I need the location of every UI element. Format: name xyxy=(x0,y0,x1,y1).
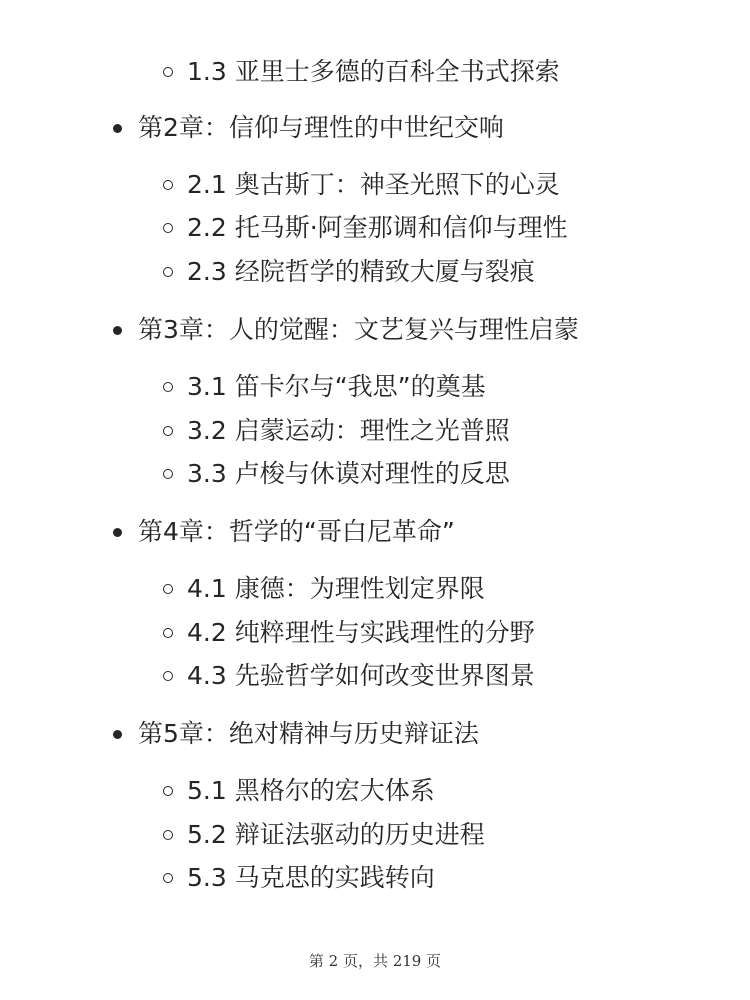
toc-section-3-3 xyxy=(163,458,510,490)
toc-entry-text: 5.2 辩证法驱动的历史进程 xyxy=(187,820,485,849)
toc-section-5-1 xyxy=(163,775,435,807)
solid-bullet-icon xyxy=(113,326,122,335)
hollow-bullet-icon xyxy=(163,223,173,233)
toc-section-2-1 xyxy=(163,169,560,201)
toc-entry-text: 1.3 亚里士多德的百科全书式探索 xyxy=(187,57,560,86)
hollow-bullet-icon xyxy=(163,180,173,190)
hollow-bullet-icon xyxy=(163,671,173,681)
hollow-bullet-icon xyxy=(163,469,173,479)
toc-chapter-2 xyxy=(113,112,504,144)
toc-section-2-2 xyxy=(163,212,568,244)
toc-entry-text: 3.1 笛卡尔与“我思”的奠基 xyxy=(187,372,486,401)
hollow-bullet-icon xyxy=(163,426,173,436)
toc-section-1-3 xyxy=(163,56,560,88)
toc-entry-text: 4.1 康德：为理性划定界限 xyxy=(187,574,485,603)
hollow-bullet-icon xyxy=(163,584,173,594)
toc-entry-text: 第5章：绝对精神与历史辩证法 xyxy=(138,719,479,748)
hollow-bullet-icon xyxy=(163,382,173,392)
toc-section-3-1 xyxy=(163,371,486,403)
toc-entry-text: 5.1 黑格尔的宏大体系 xyxy=(187,776,435,805)
hollow-bullet-icon xyxy=(163,628,173,638)
toc-section-3-2 xyxy=(163,415,510,447)
toc-entry-text: 第3章：人的觉醒：文艺复兴与理性启蒙 xyxy=(138,315,579,344)
toc-section-4-3 xyxy=(163,660,535,692)
solid-bullet-icon xyxy=(113,528,122,537)
toc-entry-text: 4.3 先验哲学如何改变世界图景 xyxy=(187,661,535,690)
hollow-bullet-icon xyxy=(163,830,173,840)
solid-bullet-icon xyxy=(113,124,122,133)
hollow-bullet-icon xyxy=(163,873,173,883)
toc-section-5-2 xyxy=(163,819,485,851)
hollow-bullet-icon xyxy=(163,786,173,796)
hollow-bullet-icon xyxy=(163,67,173,77)
toc-entry-text: 第2章：信仰与理性的中世纪交响 xyxy=(138,113,504,142)
toc-entry-text: 3.3 卢梭与休谟对理性的反思 xyxy=(187,459,510,488)
toc-section-2-3 xyxy=(163,256,535,288)
toc-section-5-3 xyxy=(163,862,435,894)
toc-entry-text: 4.2 纯粹理性与实践理性的分野 xyxy=(187,618,535,647)
toc-entry-text: 3.2 启蒙运动：理性之光普照 xyxy=(187,416,510,445)
toc-chapter-3 xyxy=(113,314,579,346)
hollow-bullet-icon xyxy=(163,267,173,277)
toc-entry-text: 5.3 马克思的实践转向 xyxy=(187,863,435,892)
toc-entry-text: 第4章：哲学的“哥白尼革命” xyxy=(138,517,455,546)
toc-entry-text: 2.1 奥古斯丁：神圣光照下的心灵 xyxy=(187,170,560,199)
toc-entry-text: 2.3 经院哲学的精致大厦与裂痕 xyxy=(187,257,535,286)
solid-bullet-icon xyxy=(113,730,122,739)
toc-section-4-1 xyxy=(163,573,485,605)
toc-chapter-5 xyxy=(113,718,479,750)
toc-section-4-2 xyxy=(163,617,535,649)
toc-chapter-4 xyxy=(113,516,455,548)
toc-entry-text: 2.2 托马斯·阿奎那调和信仰与理性 xyxy=(187,213,568,242)
page-number-footer: 第 2 页，共 219 页 xyxy=(308,952,442,970)
